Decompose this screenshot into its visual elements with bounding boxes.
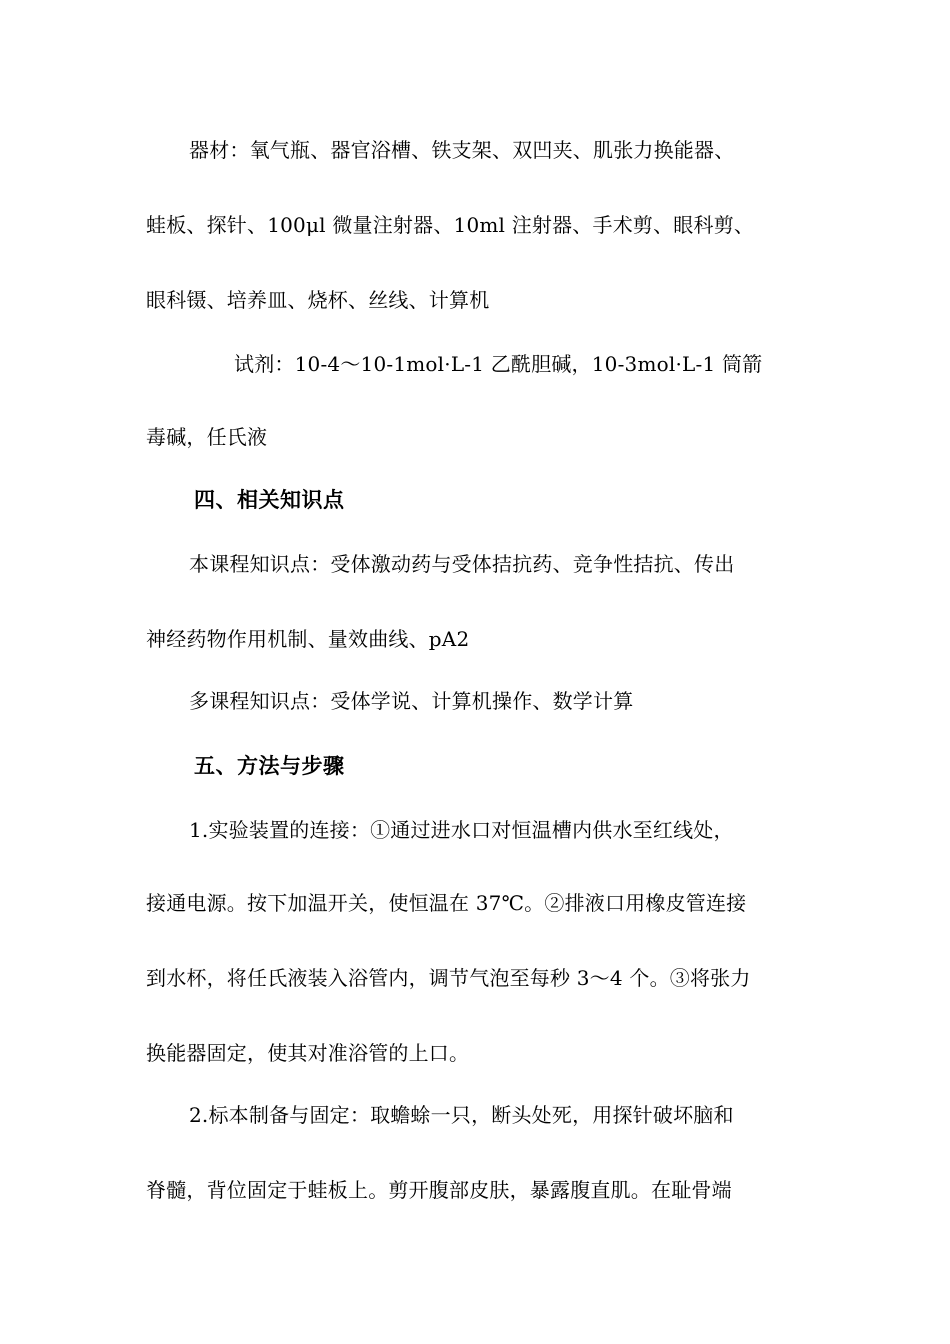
course-knowledge-line-2: 神经药物作用机制、量效曲线、pA2: [146, 627, 470, 651]
step-1-line-1: 1.实验装置的连接：①通过进水口对恒温槽内供水至红线处，: [189, 818, 734, 842]
step-1-line-4: 换能器固定，使其对准浴管的上口。: [146, 1041, 470, 1065]
reagents-line-1: 试剂：10-4～10-1mol·L-1 乙酰胆碱，10-3mol·L-1 筒箭: [234, 352, 763, 376]
step-1-line-3: 到水杯，将任氏液装入浴管内，调节气泡至每秒 3～4 个。③将张力: [146, 966, 751, 990]
step-2-line-1: 2.标本制备与固定：取蟾蜍一只，断头处死，用探针破坏脑和: [189, 1103, 734, 1127]
course-knowledge-line-1: 本课程知识点：受体激动药与受体拮抗药、竞争性拮抗、传出: [189, 552, 735, 576]
step-1-line-2: 接通电源。按下加温开关，使恒温在 37℃。②排液口用橡皮管连接: [146, 891, 747, 915]
step-2-line-2: 脊髓，背位固定于蛙板上。剪开腹部皮肤，暴露腹直肌。在耻骨端: [146, 1178, 732, 1202]
materials-line-1: 器材：氧气瓶、器官浴槽、铁支架、双凹夹、肌张力换能器、: [189, 138, 735, 162]
section-5-heading: 五、方法与步骤: [194, 754, 345, 778]
materials-line-3: 眼科镊、培养皿、烧杯、丝线、计算机: [146, 288, 490, 312]
section-4-heading: 四、相关知识点: [194, 488, 345, 512]
multi-course-knowledge: 多课程知识点：受体学说、计算机操作、数学计算: [189, 689, 634, 713]
reagents-line-2: 毒碱，任氏液: [146, 425, 268, 449]
materials-line-2: 蛙板、探针、100μl 微量注射器、10ml 注射器、手术剪、眼科剪、: [146, 213, 755, 237]
